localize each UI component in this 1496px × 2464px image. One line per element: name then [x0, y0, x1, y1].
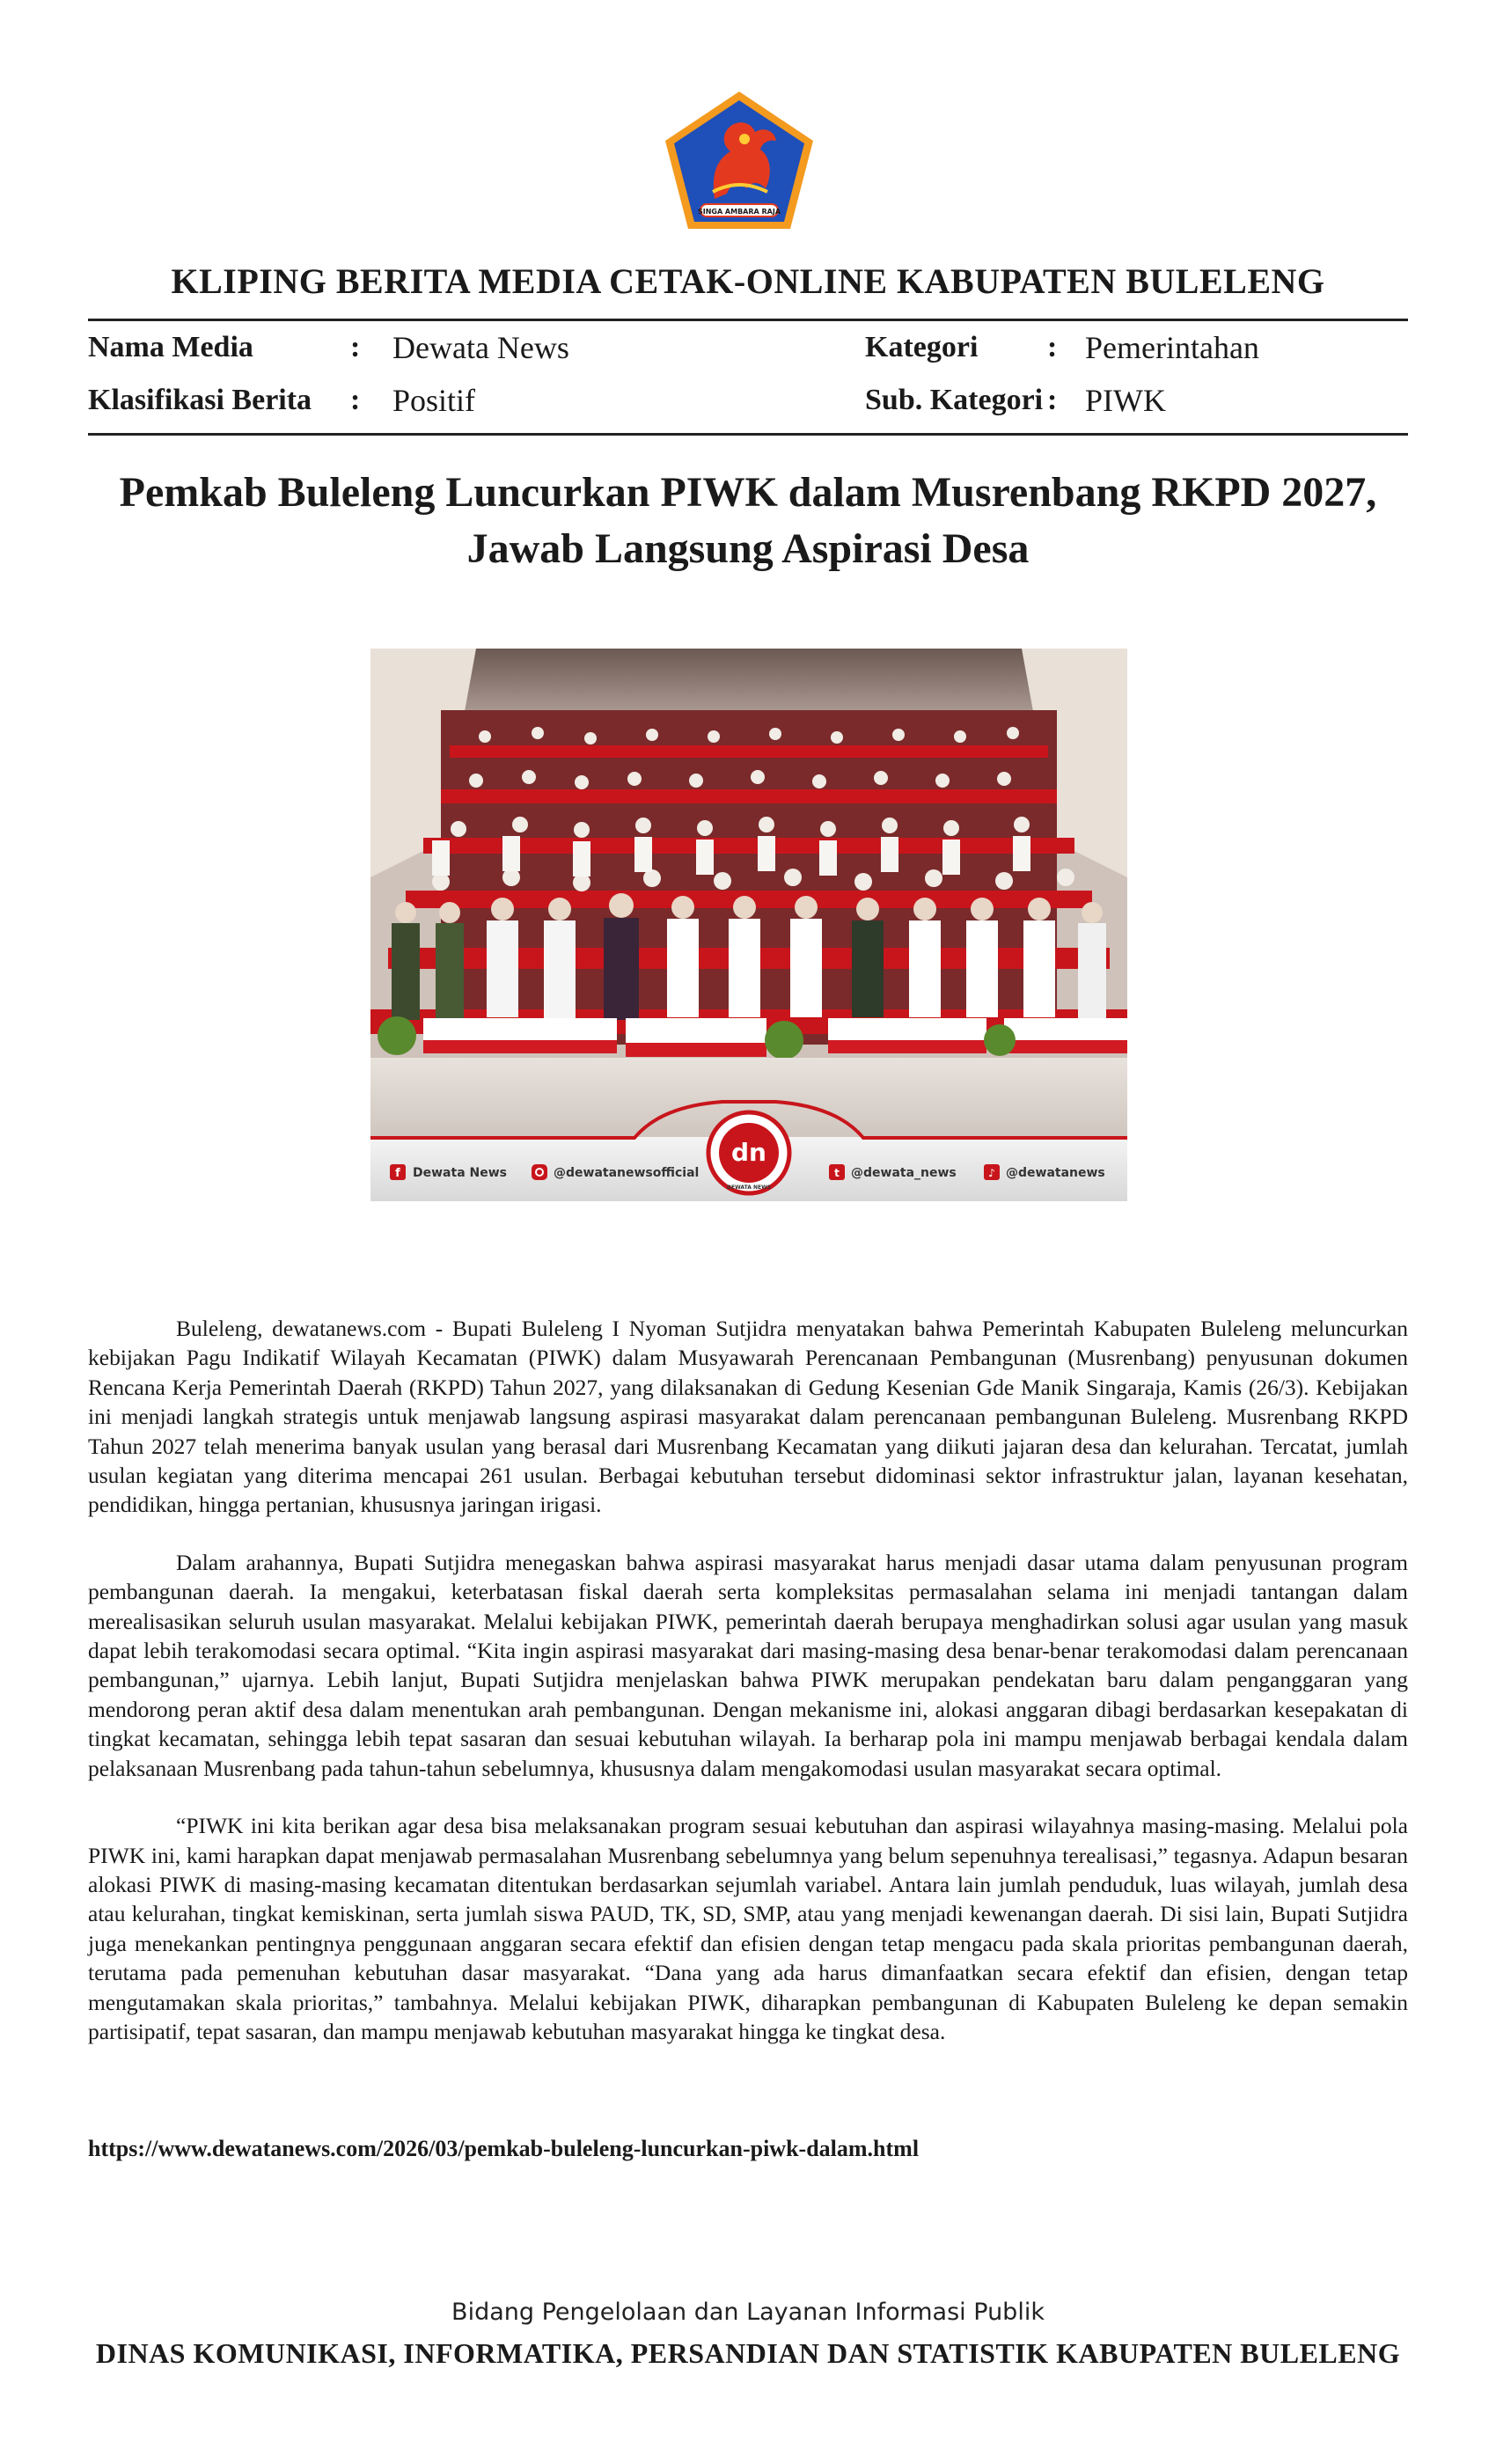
- klasifikasi-colon: :: [350, 384, 361, 416]
- article-paragraph-2: Dalam arahannya, Bupati Sutjidra menegaskan bahwa aspirasi masyarakat harus menjadi dasar utama dalam penyusunan program pembangunan daerah. Ia mengakui, keterbatasan fiskal daerah serta kompleksitas permasalahan selama ini menjadi tantangan dalam merealisasikan seluruh usulan masyarakat. Melalui kebijakan PIWK, pemerintah daerah berupaya menghadirkan solusi agar usulan yang masuk dapat lebih terakomodasi secara optimal. “Kita ingin aspirasi masyarakat dari masing-masing desa benar-benar terakomodasi dalam perencanaan pembangunan,” ujarnya. Lebih lanjut, Bupati Sutjidra menjelaskan bahwa PIWK merupakan pendekatan baru dalam penganggaran yang mendorong peran aktif desa dalam menentukan arah pembangunan. Dengan mekanisme ini, alokasi anggaran dibagi berdasarkan kesepakatan di tingkat kecamatan, sehingga lebih tepat sasaran dan sesuai kebutuhan wilayah. Ia berharap pola ini mampu menjawab berbagai kendala dalam pelaksanaan Musrenbang pada tahun-tahun sebelumnya, khususnya dalam mengakomodasi usulan masyarakat secara optimal.: [88, 1549, 1408, 1781]
- header-bottom-divider: [88, 433, 1408, 436]
- emblem-motto: SINGA AMBARA RAJA: [697, 208, 781, 216]
- svg-text:t: t: [834, 1167, 840, 1179]
- article-paragraph-3: “PIWK ini kita berikan agar desa bisa melaksanakan program sesuai kebutuhan dan aspirasi wilayahnya masing-masing. Melalui pola PIWK ini, kami harapkan dapat menjawab permasalahan Musrenbang sebelumnya yang belum sepenuhnya terealisasi,” tegasnya. Adapun besaran alokasi PIWK di masing-masing kecamatan ditentukan berdasarkan sejumlah variabel. Antara lain jumlah penduduk, luas wilayah, jumlah desa atau kelurahan, tingkat kemiskinan, serta jumlah siswa PAUD, TK, SD, SMP, atau yang menjadi kewenangan daerah. Di sisi lain, Bupati Sutjidra juga menekankan pentingnya penggunaan anggaran secara efektif dan efisien dengan tetap mengacu pada skala prioritas pembangunan daerah, terutama pada pemenuhan kebutuhan dasar masyarakat. “Dana yang ada harus dimanfaatkan secara efektif dan efisien, dengan tetap mengutamakan skala prioritas,” tambahnya. Melalui kebijakan PIWK, diharapkan pembangunan di Kabupaten Buleleng ke depan semakin partisipatif, tepat sasaran, dan mampu menjawab kebutuhan masyarakat hingga ke tingkat desa.: [88, 1813, 1408, 2044]
- nama-media-colon: :: [350, 331, 361, 363]
- nama-media-label: Nama Media: [88, 331, 253, 363]
- svg-text:f: f: [395, 1167, 400, 1180]
- kategori-value: Pemerintahan: [1085, 330, 1259, 365]
- document-header-title: KLIPING BERITA MEDIA CETAK-ONLINE KABUPATEN BULELENG: [171, 261, 1325, 301]
- instagram-icon: [532, 1164, 547, 1180]
- kategori-colon: :: [1047, 331, 1058, 363]
- header-top-divider: [88, 319, 1408, 321]
- headline-line-2: Jawab Langsung Aspirasi Desa: [466, 525, 1030, 572]
- sub-kategori-value: PIWK: [1085, 383, 1166, 418]
- facebook-icon: [390, 1164, 406, 1180]
- buleleng-emblem-logo: [660, 86, 818, 236]
- news-photo: [370, 649, 1127, 1201]
- photo-facebook-handle: Dewata News: [413, 1166, 507, 1180]
- svg-text:♪: ♪: [988, 1167, 995, 1179]
- photo-instagram-handle: @dewatanewsofficial: [554, 1166, 700, 1180]
- klasifikasi-label: Klasifikasi Berita: [88, 384, 312, 416]
- article-headline: [88, 465, 1408, 577]
- headline-line-1: Pemkab Buleleng Luncurkan PIWK dalam Musrenbang RKPD 2027,: [119, 469, 1377, 516]
- photo-tiktok-handle: @dewatanews: [1006, 1166, 1105, 1180]
- source-url-link[interactable]: https://www.dewatanews.com/2026/03/pemkab-buleleng-luncurkan-piwk-dalam.html: [88, 2136, 920, 2161]
- kategori-label: Kategori: [865, 331, 979, 363]
- article-paragraph-1: Buleleng, dewatanews.com - Bupati Buleleng I Nyoman Sutjidra menyatakan bahwa Pemerintah Kabupaten Buleleng meluncurkan kebijakan Pagu Indikatif Wilayah Kecamatan (PIWK) dalam Musyawarah Perencanaan Pembangunan (Musrenbang) penyusunan dokumen Rencana Kerja Pemerintah Daerah (RKPD) Tahun 2027, yang dilaksanakan di Gedung Kesenian Gde Manik Singaraja, Kamis (26/3). Kebijakan ini menjadi langkah strategis untuk menjawab langsung aspirasi masyarakat dalam perencanaan pembangunan Buleleng. Musrenbang RKPD Tahun 2027 telah menerima banyak usulan yang berasal dari Musrenbang Kecamatan yang diikuti jajaran desa dan kelurahan. Tercatat, jumlah usulan kegiatan yang diterima mencapai 261 usulan. Berbagai kebutuhan tersebut didominasi sektor infrastruktur jalan, layanan kesehatan, pendidikan, hingga pertanian, khususnya jaringan irigasi.: [88, 1316, 1408, 1518]
- klasifikasi-value: Positif: [392, 383, 476, 418]
- dewata-news-logo: dn: [731, 1138, 766, 1167]
- twitter-icon: [829, 1164, 845, 1180]
- photo-twitter-handle: @dewata_news: [851, 1166, 957, 1180]
- sub-kategori-colon: :: [1047, 384, 1058, 416]
- footer-department: DINAS KOMUNIKASI, INFORMATIKA, PERSANDIAN DAN STATISTIK KABUPATEN BULELENG: [95, 2337, 1401, 2369]
- nama-media-value: Dewata News: [392, 330, 569, 365]
- dewata-news-logo-sub: DEWATA NEWS: [726, 1184, 772, 1191]
- article-body: [88, 1314, 1408, 2074]
- footer-division: Bidang Pengelolaan dan Layanan Informasi Publik: [451, 2299, 1045, 2326]
- tiktok-icon: [984, 1164, 1000, 1180]
- sub-kategori-label: Sub. Kategori: [865, 384, 1044, 416]
